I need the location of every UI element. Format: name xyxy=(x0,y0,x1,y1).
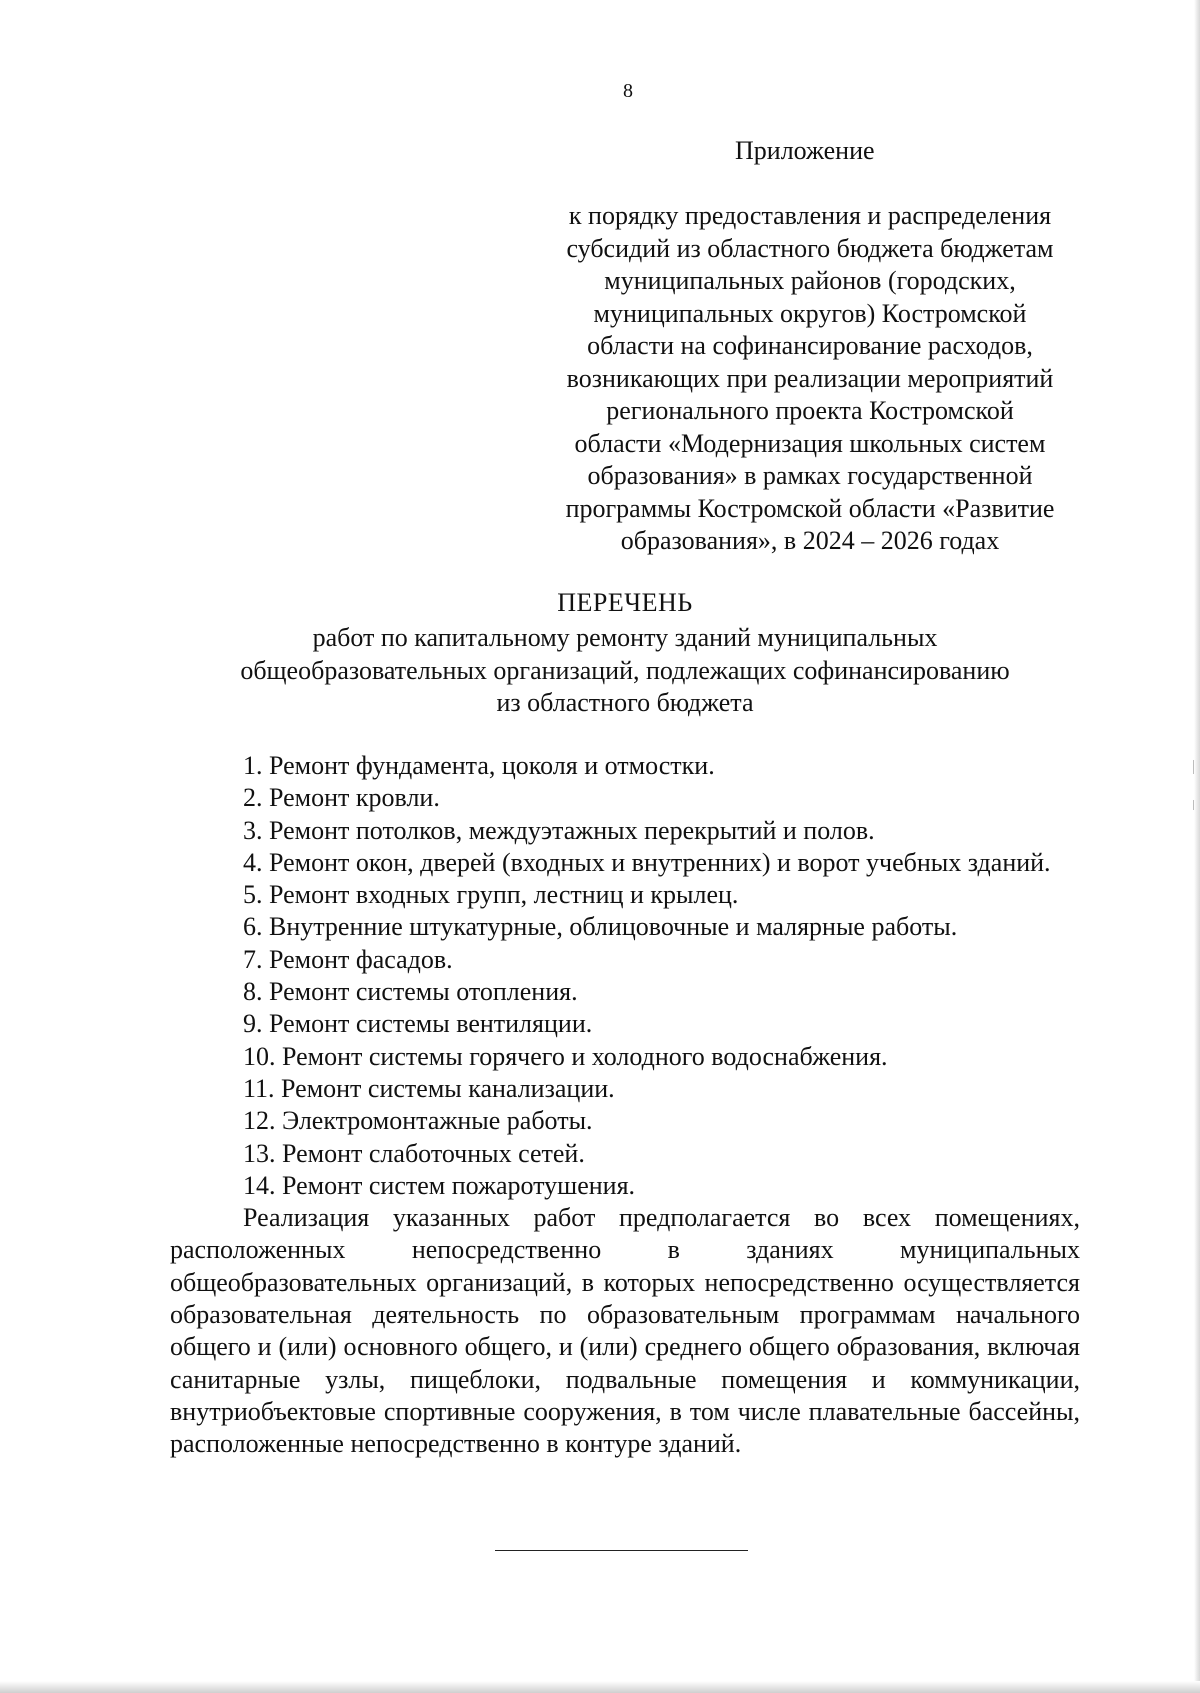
list-title: ПЕРЕЧЕНЬ xyxy=(557,588,693,617)
appendix-title: Приложение xyxy=(735,136,875,165)
list-item: 8. Ремонт системы отопления. xyxy=(243,977,578,1007)
list-item: 2. Ремонт кровли. xyxy=(243,783,440,813)
page-number: 8 xyxy=(623,80,633,102)
list-item: 1. Ремонт фундамента, цоколя и отмостки. xyxy=(243,751,715,780)
list-item: 6. Внутренние штукатурные, облицовочные и малярные работы. xyxy=(243,912,958,942)
page-edge-right xyxy=(1194,0,1200,1693)
appendix-line: области на софинансирование расходов, xyxy=(587,331,1033,360)
appendix-line: регионального проекта Костромской xyxy=(606,396,1014,425)
list-item: 10. Ремонт системы горячего и холодного водоснабжения. xyxy=(243,1041,888,1071)
end-rule xyxy=(495,1550,748,1551)
list-item: 9. Ремонт системы вентиляции. xyxy=(243,1009,593,1039)
list-item: 11. Ремонт системы канализации. xyxy=(243,1073,615,1103)
list-subtitle xyxy=(0,622,1200,720)
appendix-line: программы Костромской области «Развитие xyxy=(565,493,1055,523)
page-edge-bottom xyxy=(0,1681,1200,1693)
appendix-line: к порядку предоставления и распределения xyxy=(568,201,1052,230)
work-items-list xyxy=(170,750,1080,1461)
appendix-line: муниципальных районов (городских, xyxy=(604,266,1016,295)
subtitle-line: работ по капитальному ремонту зданий муниципальных xyxy=(312,623,938,652)
list-item: 3. Ремонт потолков, междуэтажных перекрытий и полов. xyxy=(243,815,875,845)
list-item: 12. Электромонтажные работы. xyxy=(243,1106,593,1136)
appendix-line: муниципальных округов) Костромской xyxy=(593,298,1027,328)
list-item: 13. Ремонт слаботочных сетей. xyxy=(243,1138,585,1168)
appendix-line: образования», в 2024 – 2026 годах xyxy=(620,526,1000,555)
list-item: 4. Ремонт окон, дверей (входных и внутренних) и ворот учебных зданий. xyxy=(243,847,1051,877)
list-item: 7. Ремонт фасадов. xyxy=(243,944,453,974)
appendix-reference xyxy=(540,200,1080,558)
subtitle-line: из областного бюджета xyxy=(496,688,754,717)
appendix-line: области «Модернизация школьных систем xyxy=(574,428,1046,458)
list-item: 5. Ремонт входных групп, лестниц и крылец. xyxy=(243,880,739,910)
appendix-line: образования» в рамках государственной xyxy=(587,461,1033,490)
subtitle-line: общеобразовательных организаций, подлежащих софинансированию xyxy=(240,655,1010,685)
appendix-line: возникающих при реализации мероприятий xyxy=(566,363,1054,393)
closing-paragraph: Реализация указанных работ предполагается во всех помещениях, расположенных непосредственно в зданиях муниципальных общеобразовательных организаций, в которых непосредственно осуществляется образовательная деятельность по образовательным программам начального общего и (или) основного общего, и (или) среднего общего образования, включая санитарные узлы, пищеблоки, подвальные помещения и коммуникации, внутриобъектовые спортивные сооружения, в том числе плавательные бассейны, расположенные непосредственно в контуре зданий. xyxy=(170,1203,1080,1459)
appendix-line: субсидий из областного бюджета бюджетам xyxy=(566,233,1054,263)
list-item: 14. Ремонт систем пожаротушения. xyxy=(243,1170,636,1200)
